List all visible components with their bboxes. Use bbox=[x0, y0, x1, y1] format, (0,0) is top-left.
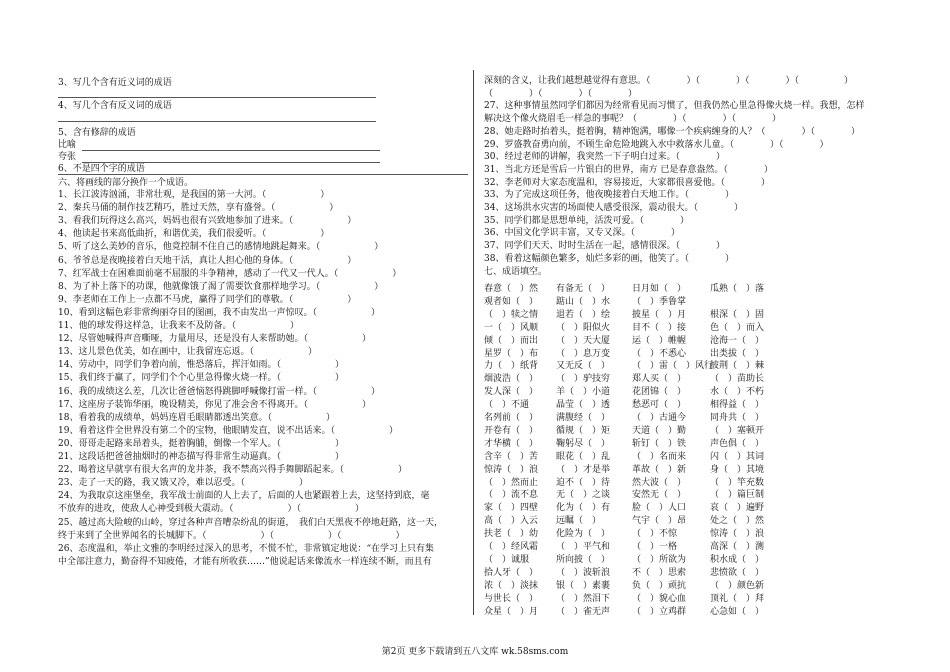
idiom-blank: 所向披（ ） bbox=[556, 554, 611, 565]
idiom-blank: （ ）然而止 bbox=[484, 477, 539, 488]
idiom-blank: 星罗（ ）布 bbox=[484, 348, 539, 359]
idiom-blank: （ ）平气和 bbox=[556, 542, 611, 552]
exercise-line: 31、当北方还是雪后一片银白的世界，南方 已是春意盎然。（ ） bbox=[484, 164, 773, 175]
idiom-blank: 哀（ ）遍野 bbox=[710, 503, 765, 514]
idiom-blank: 不（ ）思索 bbox=[632, 567, 687, 578]
idiom-blank: （ ）竿充数 bbox=[710, 477, 765, 488]
idiom-blank: 身（ ）其境 bbox=[710, 464, 765, 475]
idiom-blank: 名列前（ ） bbox=[484, 413, 539, 423]
exercise-item: 9、李老师在工作上一点都不马虎，赢得了同学们的尊敬。（ ） bbox=[58, 294, 357, 305]
idiom-blank: 革故（ ）新 bbox=[632, 464, 687, 475]
idiom-blank: （ ）不通 bbox=[484, 400, 530, 411]
answer-line bbox=[58, 97, 376, 98]
exercise-line: 解决这个像火烧眉毛一样急的事呢？（ ）（ ）（ ） bbox=[484, 114, 782, 125]
idiom-blank: 处之（ ）然 bbox=[710, 516, 765, 527]
idiom-blank: 水（ ）不朽 bbox=[710, 387, 765, 398]
exercise-item: 中全部注意力，勤奋得不知疲倦，才能有所收获……”他说起话来像流水一样连续不断，而且有 bbox=[58, 556, 432, 567]
left-block-3: 3、写几个含有近义词的成语 bbox=[58, 78, 172, 88]
idiom-blank: 退若（ ）绘 bbox=[556, 309, 611, 320]
idiom-blank: 银（ ）素裹 bbox=[556, 580, 611, 591]
idiom-blank: 力（ ）纸背 bbox=[484, 361, 539, 372]
exercise-item: 24、为我取京这座堡垒，我军战士前面的人上去了，后面的人也紧跟着上去，这坚持到底，毫 bbox=[58, 491, 430, 502]
idiom-blank: 气宇（ ）昂 bbox=[632, 516, 687, 527]
left-block-5: 5、含有修辞的成语 bbox=[58, 128, 136, 138]
idiom-blank: 倾（ ）而出 bbox=[484, 335, 539, 346]
idiom-blank: （ ）篇巨制 bbox=[710, 490, 765, 501]
exercise-item: 6、爷爷总是夜晚接着白天地干活，真让人担心他的身体。（ ） bbox=[58, 255, 357, 266]
idiom-blank: （ ）经风霜 bbox=[484, 542, 539, 552]
idiom-blank: （ ）不惊 bbox=[632, 529, 678, 540]
idiom-blank: 远瞩（ ） bbox=[556, 516, 602, 527]
exercise-item: 14、劳动中，同学们争着向前，惟恐落后，挥汗如雨。（ ） bbox=[58, 360, 344, 371]
idiom-blank: 无（ ）之谈 bbox=[556, 490, 611, 501]
idiom-blank: （ ）才是举 bbox=[556, 464, 611, 475]
idiom-blank: 高（ ）入云 bbox=[484, 516, 539, 527]
idiom-blank: 瓜熟（ ）落 bbox=[710, 284, 765, 294]
exercise-item: 22、喝着这早就享有很大名声的龙井茶，我不禁高兴得手舞脚蹈起来。（ ） bbox=[58, 465, 407, 476]
idiom-blank: 斩钉（ ）铁 bbox=[632, 438, 687, 449]
idiom-blank: 开卷有（ ） bbox=[484, 425, 539, 436]
idiom-blank: 脸（ ）人口 bbox=[632, 503, 687, 514]
idiom-blank: 烟波浩（ ） bbox=[484, 374, 539, 385]
idiom-blank: 负（ ）顽抗 bbox=[632, 580, 687, 591]
idiom-blank: 心急如（ ） bbox=[710, 606, 765, 617]
exercise-line: 37、同学们天天、时时生活在一起，感情很深。（ ） bbox=[484, 241, 725, 252]
exercise-line: 32、李老师对大家态度温和，容易接近，大家都很喜爱他。（ ） bbox=[484, 177, 770, 188]
idiom-blank: （ ）流不息 bbox=[484, 490, 539, 501]
idiom-blank: （ ）颜色新 bbox=[710, 580, 765, 591]
idiom-blank: 有备无（ ） bbox=[556, 284, 611, 294]
answer-line bbox=[58, 121, 376, 122]
idiom-blank: 根深（ ）固 bbox=[710, 309, 765, 320]
exercise-line: 28、她走路时抬着头，挺着胸，精神饱满，哪像一个疾病缠身的人？（ ）（ ） bbox=[484, 126, 860, 137]
idiom-blank: 才华横（ ） bbox=[484, 438, 539, 449]
idiom-blank: 众星（ ）月 bbox=[484, 606, 539, 617]
idiom-blank: 日月如（ ） bbox=[632, 284, 687, 294]
idiom-blank: （ ）犊之情 bbox=[484, 309, 539, 320]
exercise-line: 35、同学们都是思想单纯，活泼可爱。（ ） bbox=[484, 215, 689, 226]
idiom-blank: 含辛（ ）苦 bbox=[484, 451, 539, 462]
idiom-blank: 高深（ ）测 bbox=[710, 542, 765, 552]
exercise-item: 1、长江波涛汹涌，非常壮观，是我国的第一大河。（ ） bbox=[58, 190, 330, 200]
hyperbole-label: 夸张 bbox=[58, 152, 77, 162]
idiom-blank: （ ）立鸡群 bbox=[632, 606, 687, 617]
idiom-blank: （ ）塞顿开 bbox=[710, 425, 765, 436]
exercise-line: 38、看着这幅颜色繁多，灿烂多彩的画，他笑了。（ ） bbox=[484, 253, 734, 264]
answer-line bbox=[82, 150, 380, 151]
idiom-blank: （ ）息万变 bbox=[556, 348, 611, 359]
idiom-blank: 扶老（ ）幼 bbox=[484, 529, 539, 540]
exercise-line: 七、成语填空。 bbox=[484, 266, 548, 277]
idiom-blank: 发人深（ ） bbox=[484, 387, 539, 398]
idiom-blank: 色（ ）而入 bbox=[710, 322, 765, 333]
exercise-item: 18、看着我的成绩单，妈妈连眉毛眼睛都透出笑意。（ ） bbox=[58, 412, 335, 423]
idiom-blank: 惊涛（ ）浪 bbox=[484, 464, 539, 475]
idiom-blank: 披星（ ）月 bbox=[632, 309, 687, 320]
exercise-item: 16、我的成绩这么差，几次让爸爸恼怒得跳脚呼喊像打雷一样。（ ） bbox=[58, 386, 380, 397]
idiom-blank: 郑人买（ ） bbox=[632, 374, 687, 385]
idiom-blank: （ ）苗助长 bbox=[710, 374, 765, 385]
exercise-line: 30、经过老师的讲解，我突然一下子明白过来。（ ） bbox=[484, 152, 725, 163]
exercise-line: 27、这种事情虽然同学们都因为经常看见而习惯了，但我仍然心里急得像火烧一样。我想，怎样 bbox=[484, 101, 865, 112]
idiom-blank: 迫不（ ）待 bbox=[556, 477, 611, 488]
exercise-item: 15、我们终于赢了，同学们个个心里急得像火烧一样。（ ） bbox=[58, 373, 344, 384]
idiom-blank: 声色俱（ ） bbox=[710, 438, 765, 449]
column-divider bbox=[473, 70, 474, 615]
idiom-blank: 春意（ ）然 bbox=[484, 284, 539, 294]
exercise-item: 11、他的球发得这样急，让我来不及防备。（ ） bbox=[58, 321, 299, 331]
idiom-blank: 沧海一（ ） bbox=[710, 335, 765, 346]
exercise-item: 8、为了补上落下的功课，他就像饿了渴了需要饮食那样地学习。（ ） bbox=[58, 281, 384, 292]
exercise-item: 13、这儿景色优美，如在画中，让我留连忘返。（ ） bbox=[58, 347, 317, 358]
left-block-6: 6、不是四个字的成语 bbox=[58, 164, 145, 174]
idiom-blank: 顶礼（ ）拜 bbox=[710, 593, 765, 604]
section6-title: 六、将画线的部分换作一个成语。 bbox=[58, 178, 194, 188]
idiom-blank: 化险为（ ） bbox=[556, 529, 611, 540]
exercise-item: 2、秦兵马俑的制作技艺精巧，胜过天然，享有盛誉。（ ） bbox=[58, 203, 339, 214]
idiom-blank: 鞠躬尽（ ） bbox=[556, 438, 611, 449]
idiom-blank: 安然无（ ） bbox=[632, 490, 687, 501]
exercise-item: 4、他读起书来高低曲折，和谐优美，我们很爱听。（ ） bbox=[58, 229, 330, 240]
idiom-blank: 然大波（ ） bbox=[632, 477, 687, 488]
exercise-item: 不放弃的进攻，使敌人心神受到极大震动。（ ）（ ） bbox=[58, 504, 365, 515]
idiom-blank: 观者如（ ） bbox=[484, 296, 539, 307]
exercise-item: 终于来到了全世界闻名的长城脚下。（ ）（ ）（ ） bbox=[58, 530, 405, 541]
answer-line bbox=[82, 162, 380, 163]
idiom-blank: （ ）驴技穷 bbox=[556, 374, 611, 385]
exercise-item: 20、哥哥走起路来昂着头，挺着胸脯，倒像一个军人。（ ） bbox=[58, 438, 344, 449]
exercise-item: 10、看到这幅色彩非常绚丽夺目的图画，我不由发出一声惊叹。（ ） bbox=[58, 307, 380, 318]
idiom-blank: 同舟共（ ） bbox=[710, 413, 765, 423]
idiom-blank: 闪（ ）其词 bbox=[710, 451, 765, 462]
idiom-blank: 目不（ ）接 bbox=[632, 322, 687, 333]
idiom-blank: 满腹经（ ） bbox=[556, 413, 611, 423]
exercise-item: 5、听了这么美妙的音乐，他竟控制不住自己的感情地跳起舞来。（ ） bbox=[58, 242, 384, 253]
exercise-item: 12、尽管她喊得声音嘶哑，力量用尽，还是没有人来帮助她。（ ） bbox=[58, 334, 371, 345]
exercise-item: 3、看我们玩得这么高兴，妈妈也很有兴致地参加了进来。（ ） bbox=[58, 216, 357, 227]
idiom-blank: 花团锦（ ） bbox=[632, 387, 687, 398]
exercise-item: 19、看着这件全世界没有第二个的宝物，他眼睛发直，说不出话来。（ ） bbox=[58, 425, 398, 436]
idiom-blank: （ ）古通今 bbox=[632, 413, 687, 423]
exercise-line: 36、中国文化学识丰富，又专又深。（ ） bbox=[484, 228, 680, 239]
idiom-blank: （ ）波斩浪 bbox=[556, 567, 611, 578]
idiom-blank: 又无反（ ） bbox=[556, 361, 611, 372]
exercise-line: 29、罗盛教奋勇向前，不顾生命危险地跳入水中救落水儿童。（ ）（ ） bbox=[484, 139, 829, 150]
idiom-blank: （ ）诚服 bbox=[484, 554, 530, 565]
exercise-item: 21、这段话把爸爸抽烟时的神态描写得非常生动逼真。（ ） bbox=[58, 452, 344, 462]
idiom-blank: 拾人牙（ ） bbox=[484, 567, 539, 578]
idiom-blank: 踮山（ ）水 bbox=[556, 296, 611, 307]
exercise-line: 深刻的含义，让我们越想越觉得有意思。（ ）（ ）（ ）（ ） bbox=[484, 76, 854, 86]
idiom-blank: 循规（ ）矩 bbox=[556, 425, 611, 436]
exercise-item: 25、越过高大险峻的山岭，穿过各种声音嘈杂纷乱的街道， 我们白天黑夜不停地赶路，这一天， bbox=[58, 517, 443, 528]
idiom-blank: 天道（ ）勤 bbox=[632, 425, 687, 436]
idiom-blank: （ ）季鲁掌 bbox=[632, 296, 687, 307]
idiom-blank: 出类拔（ ） bbox=[710, 348, 765, 359]
idiom-blank: （ ）一格 bbox=[632, 542, 678, 552]
exercise-item: 23、走了一天的路，我又饿又冷，难以忍受。（ ） bbox=[58, 478, 308, 489]
idiom-blank: 运（ ）帷幄 bbox=[632, 335, 687, 346]
answer-line bbox=[58, 174, 468, 175]
idiom-blank: 积水成（ ） bbox=[710, 554, 765, 565]
idiom-blank: （ ）天大厦 bbox=[556, 335, 611, 346]
metaphor-label: 比喻 bbox=[58, 140, 77, 150]
idiom-blank: 愁恶可（ ） bbox=[632, 400, 687, 411]
idiom-blank: （ ）雷（ ）风行 bbox=[632, 361, 714, 372]
idiom-blank: 家（ ）四壁 bbox=[484, 503, 539, 514]
page-footer: 第2页 更多下载请到五八文库 wk.58sms.com bbox=[381, 647, 569, 657]
idiom-blank: 与世长（ ） bbox=[484, 593, 539, 604]
idiom-blank: 相得益（ ） bbox=[710, 400, 765, 411]
idiom-blank: 羊（ ）小道 bbox=[556, 387, 611, 398]
exercise-line: 34、这场洪水灾害的场面使人感受很深，震动很大。（ ） bbox=[484, 203, 743, 213]
idiom-blank: 一（ ）风顺 bbox=[484, 322, 539, 333]
idiom-blank: （ ）名而来 bbox=[632, 451, 687, 462]
idiom-blank: 悲愤欲（ ） bbox=[710, 567, 765, 578]
idiom-blank: （ ）阳似火 bbox=[556, 322, 611, 333]
idiom-blank: 惊涛（ ）浪 bbox=[710, 529, 765, 540]
exercise-item: 7、红军战士在困难面前毫不屈服的斗争精神，感动了一代又一代人。（ ） bbox=[58, 268, 402, 279]
idiom-blank: 晶莹（ ）透 bbox=[556, 400, 611, 411]
idiom-blank: （ ）雀无声 bbox=[556, 606, 611, 617]
idiom-blank: （ ）貌心血 bbox=[632, 593, 687, 604]
idiom-blank: 浓（ ）淡抹 bbox=[484, 580, 539, 591]
exercise-line: （ ）（ ）（ ） bbox=[484, 88, 638, 99]
idiom-blank: 眼花（ ）乱 bbox=[556, 451, 611, 462]
exercise-item: 26、态度温和，举止文雅的李明经过深入的思考，不慌不忙，非常镇定地说：“在学习上只有集 bbox=[58, 543, 435, 554]
idiom-blank: 披荆（ ）棘 bbox=[710, 361, 765, 372]
idiom-blank: （ ）所欲为 bbox=[632, 554, 687, 565]
idiom-blank: （ ）不悉心 bbox=[632, 348, 687, 359]
left-block-4: 4、写几个含有反义词的成语 bbox=[58, 101, 172, 111]
exercise-item: 17、这座房子装饰华丽，晚设精美，你见了准会舍不得离开。（ ） bbox=[58, 399, 371, 410]
exercise-line: 33、为了完成这项任务，他夜晚接着白天地工作。（ ） bbox=[484, 190, 734, 201]
idiom-blank: 化为（ ）有 bbox=[556, 503, 611, 514]
idiom-blank: （ ）然泪下 bbox=[556, 593, 611, 604]
